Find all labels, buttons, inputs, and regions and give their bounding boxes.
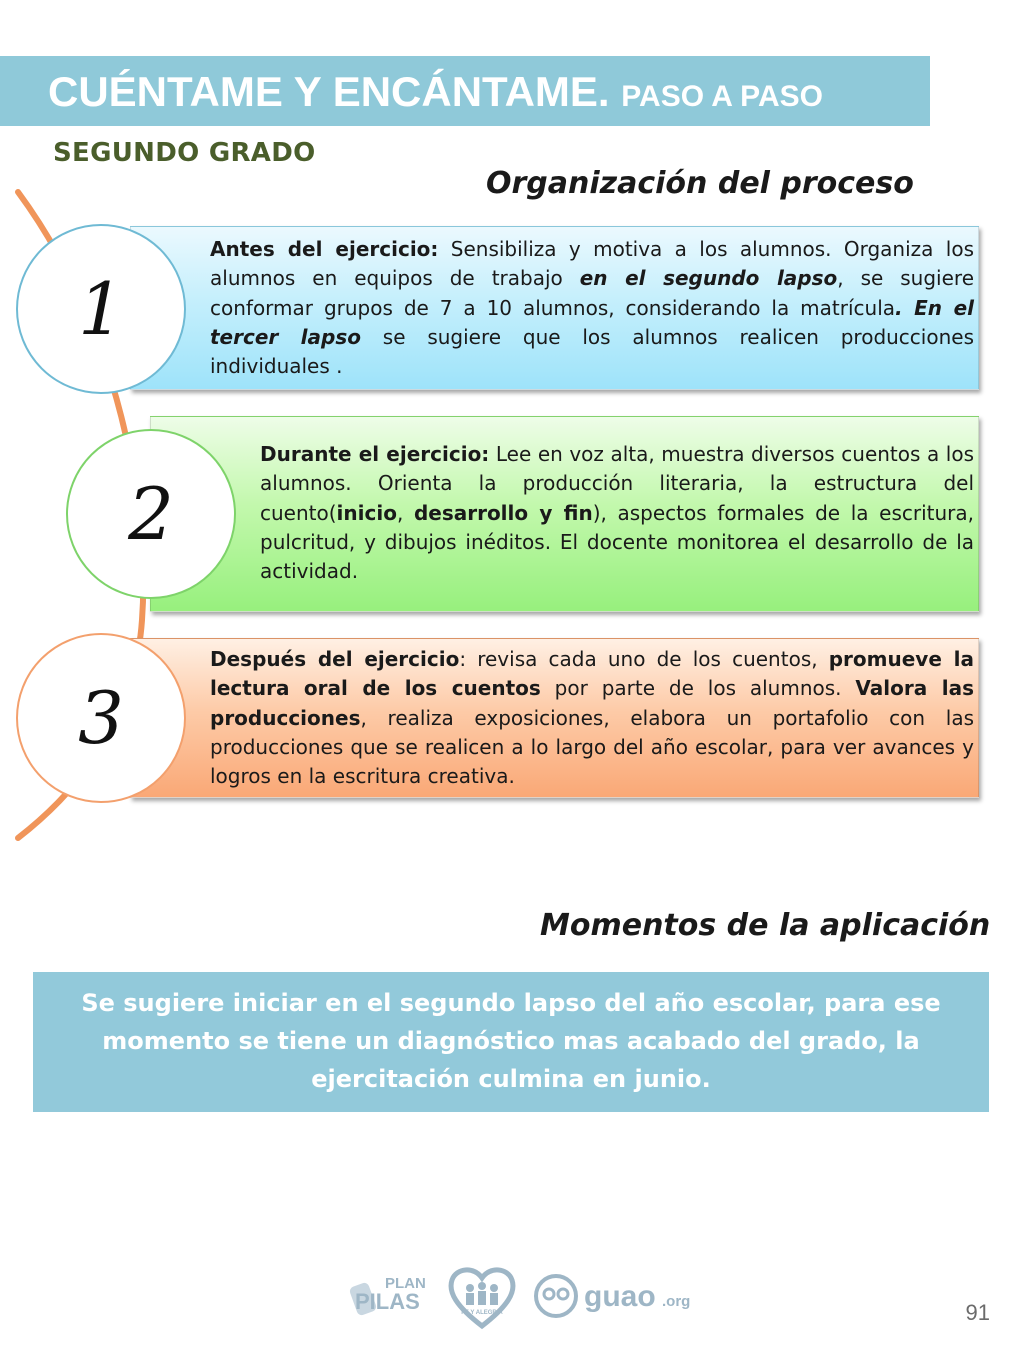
step-text-segment: Después del ejercicio bbox=[210, 647, 460, 671]
step-text-segment: , bbox=[396, 500, 414, 525]
fe-y-alegria-text: FE Y ALEGRIA bbox=[461, 1310, 503, 1316]
step-text-segment: , se sugiere conformar grupos de 7 a 10 alumnos, considerando la matrícula bbox=[210, 266, 974, 320]
step-2-text bbox=[260, 440, 974, 586]
title-sub: PASO A PASO bbox=[621, 80, 823, 113]
step-text-segment: ), aspectos formales de la escritura, pulcritud, y dibujos inéditos. El docente monitorea el desarrollo de la actividad. bbox=[260, 500, 974, 584]
step-text-segment: Lee en voz alta, muestra diversos cuentos a los alumnos. Orienta la producción literaria, la estructura del cuento( bbox=[260, 442, 975, 525]
step-text-segment: por parte de los alumnos. bbox=[540, 676, 856, 701]
page-title bbox=[48, 66, 823, 123]
step-1-number-circle: 1 bbox=[16, 224, 186, 394]
plan-pilas-logo bbox=[345, 1262, 435, 1332]
title-main: CUÉNTAME Y ENCÁNTAME. bbox=[48, 68, 610, 115]
step-text-segment: . En el tercer lapso bbox=[210, 295, 974, 349]
grade-label: SEGUNDO GRADO bbox=[53, 138, 316, 168]
step-text-segment: inicio bbox=[336, 500, 397, 525]
organization-heading: Organización del proceso bbox=[486, 166, 914, 201]
plan-pilas-line1: PLAN bbox=[385, 1275, 426, 1292]
fe-y-alegria-logo bbox=[446, 1262, 518, 1332]
step-text-segment: , realiza exposiciones, elabora un portafolio con las producciones que se realicen a lo largo del año escolar, para ver avances y logros en la escritura creativa. bbox=[210, 705, 974, 789]
step-1-text bbox=[210, 235, 974, 381]
guao-suffix: .org bbox=[662, 1293, 691, 1310]
plan-pilas-line2: PILAS bbox=[355, 1289, 420, 1314]
step-text-segment: : revisa cada uno de los cuentos, bbox=[459, 647, 829, 671]
moments-callout-text: Se sugiere iniciar en el segundo lapso del año escolar, para ese momento se tiene un diagnóstico mas acabado del grado, la ejercitación culmina en junio. bbox=[81, 989, 941, 1093]
step-text-segment: desarrollo y fin bbox=[413, 500, 593, 525]
step-text-segment: Antes del ejercicio: bbox=[210, 237, 439, 261]
step-text-segment: Valora las producciones bbox=[210, 676, 974, 730]
guao-logo bbox=[532, 1262, 702, 1332]
guao-text: guao bbox=[584, 1280, 656, 1313]
step-text-segment: promueve la lectura oral de los cuentos bbox=[210, 647, 974, 701]
step-2-number-circle: 2 bbox=[66, 429, 236, 599]
step-text-segment: en el segundo lapso bbox=[579, 266, 838, 291]
page-number: 91 bbox=[965, 1300, 990, 1325]
moments-heading: Momentos de la aplicación bbox=[540, 908, 991, 943]
step-text-segment: Durante el ejercicio: bbox=[260, 442, 490, 466]
step-text-segment: Sensibiliza y motiva a los alumnos. Organiza los alumnos en equipos de trabajo bbox=[210, 237, 974, 291]
step-3-text bbox=[210, 645, 974, 791]
step-3-number-circle: 3 bbox=[16, 633, 186, 803]
step-text-segment: se sugiere que los alumnos realicen producciones individuales . bbox=[210, 324, 974, 379]
